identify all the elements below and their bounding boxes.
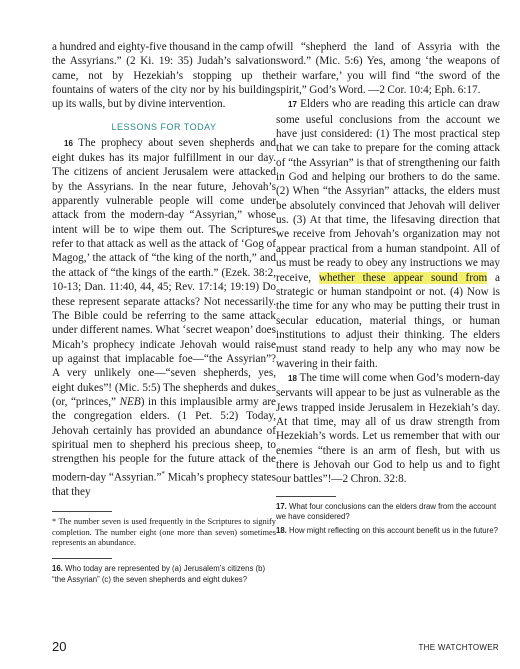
paragraph-16 [52, 136, 276, 499]
study-question-16 [52, 564, 276, 585]
question-text: Who today are represented by (a) Jerusalem’s citizens (b) “the Assyrian” (c) the seven shepherds and eight dukes? [52, 564, 266, 584]
paragraph-16-text-b: ) in this implausible army are the congregation elders. (1 Pet. 5:2) Today, Jehovah certainly has provided an abundance of spiritual men to shepherd his precious sheep, to strengthen his people for the future attack of the modern-day “Assyrian.” [52, 395, 277, 484]
left-column [52, 40, 276, 588]
paragraph-17-text-a: Elders who are reading this article can draw some useful conclusions from the account we have just considered: (1) The most practical step that we can take to prepare for the coming attack of “the Assyrian” is that of strengthening our faith in God and helping our brothers to do the same. (2) When “the Assyrian” attacks, the elders must be absolutely convinced that Jehovah will deliver us. (3) At that time, the lifesaving direction that we receive from Jehovah’s organization may not appear practical from a human standpoint. All of us must be ready to obey any instructions we may receive, [276, 98, 501, 284]
footnote-divider [52, 511, 112, 512]
question-divider [52, 558, 112, 559]
page-number: 20 [52, 639, 67, 654]
paragraph-number: 16 [64, 138, 73, 148]
paragraph-number: 17 [288, 100, 297, 110]
paragraph-number: 18 [288, 373, 297, 383]
question-divider [276, 496, 336, 497]
paragraph-18 [276, 371, 500, 487]
paragraph-18-text: The time will come when God’s modern-day servants will appear to be just as vulnerable as the Jews trapped inside Jerusalem in Hezekiah’s day. At that time, may all of us draw strength from Hezekiah’s words. Let us remember that with our enemies “there is an arm of flesh, but with us there is Jehovah our God to help us and to fight our battles”!—2 Chron. 32:8. [276, 371, 501, 486]
question-text: What four conclusions can the elders draw from the account we have considered? [276, 501, 497, 522]
question-text: How might reflecting on this account benefit us in the future? [286, 525, 498, 535]
magazine-title: THE WATCHTOWER [418, 643, 499, 652]
footnote-marker[interactable]: * [161, 469, 165, 478]
section-heading: LESSONS FOR TODAY [111, 121, 217, 132]
right-column [276, 40, 500, 539]
paragraph-16-text-a: The prophecy about seven shepherds and eight dukes has its major fulfillment in our day. The citizens of ancient Jerusalem were attacked by the Assyrians. In the near future, Jehovah’s apparently vulnerable people will come under attack from the modern-day “Assyrian,” whose intent will be to wipe them out. The Scriptures refer to that attack as well as the attack of ‘Gog of Magog,’ the attack of “the king of the north,” and the attack of “the kings of the earth.” (Ezek. 38:2, 10-13; Dan. 11:40, 44, 45; Rev. 17:14; 19:19) Do these represent separate attacks? Not necessarily. The Bible could be referring to the same attack under different names. What ‘secret weapon’ does Micah’s prophecy indicate Jehovah would raise up against that implacable foe—“the Assyrian”? A very unlikely one—“seven shepherds, yes, eight dukes”! (Mic. 5:5) The shepherds and dukes (or, “princes,” [52, 136, 276, 408]
highlighted-text[interactable]: whether these appear sound from [318, 271, 488, 284]
paragraph-16-text-c: Micah’s prophecy states that they [52, 471, 277, 498]
question-number: 16. [52, 564, 63, 574]
question-number: 18. [276, 525, 287, 535]
footnote: * The number seven is used frequently in the Scriptures to signify completion. The number eight (one more than seven) sometimes represents an abundance. [52, 517, 276, 548]
study-question-17 [276, 502, 500, 523]
paragraph-17 [276, 97, 500, 371]
paragraph-15-continued: a hundred and eighty-five thousand in the camp of the Assyrians.” (2 Ki. 19: 35) Judah’s salvation came, not by Hezekiah’s stopping up the fountains of waters of the city nor by his building up its walls, but by divine intervention. [52, 41, 276, 111]
bible-abbrev-neb: NEB [119, 395, 141, 408]
paragraph-16-continued: will “shepherd the land of Assyria with the sword.” (Mic. 5:6) Yes, among ‘the weapons of their warfare,’ you will find “the sword of the spirit,” God’s Word. —2 Cor. 10:4; Eph. 6:17. [276, 41, 500, 97]
paragraph-17-text-b: a strategic or human standpoint or not. (4) Now is the time for any who may be putting their trust in secular education, material things, or human institutions to adjust their thinking. The elders must stand ready to help any who may now be wavering in their faith. [276, 271, 500, 370]
question-number: 17. [276, 501, 287, 511]
study-question-18 [276, 526, 500, 537]
